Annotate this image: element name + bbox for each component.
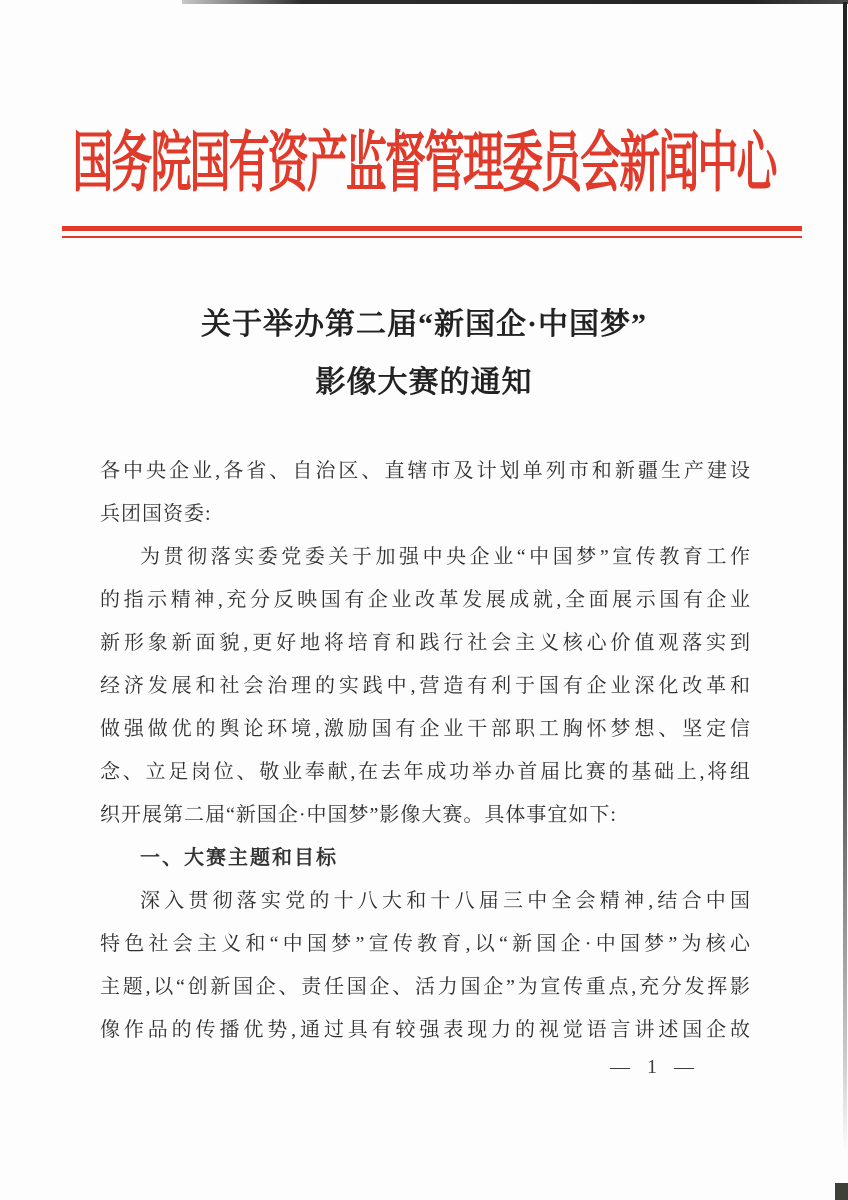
text-line: 经济发展和社会治理的实践中,营造有利于国有企业深化改革和	[100, 675, 750, 697]
document-title	[0, 296, 848, 412]
salutation	[100, 450, 750, 536]
text-line: 新形象新面貌,更好地将培育和践行社会主义核心价值观落实到	[100, 632, 750, 654]
scan-corner-artifact	[835, 1183, 848, 1200]
letterhead-org-name: 国务院国有资产监督管理委员会新闻中心	[72, 126, 776, 200]
para-intro	[100, 536, 750, 837]
text-line: 像作品的传播优势,通过具有较强表现力的视觉语言讲述国企故	[100, 1019, 750, 1041]
text-line: 做强做优的舆论环境,激励国有企业干部职工胸怀梦想、坚定信	[100, 718, 750, 740]
scan-edge-top-artifact	[182, 0, 848, 4]
document-title-line1: 关于举办第二届“新国企·中国梦”	[200, 308, 647, 341]
scan-edge-right-artifact	[843, 2, 847, 1152]
document-title-line2: 影像大赛的通知	[315, 366, 533, 399]
page-number: — 1 —	[610, 1056, 700, 1078]
text-line: 为贯彻落实委党委关于加强中央企业“中国梦”宣传教育工作	[140, 546, 750, 568]
text-line: 各中央企业,各省、自治区、直辖市及计划单列市和新疆生产建设	[100, 460, 750, 482]
text-line: 兵团国资委:	[100, 503, 212, 525]
section-heading	[100, 837, 750, 880]
text-line: 主题,以“创新国企、责任国企、活力国企”为宣传重点,充分发挥影	[100, 976, 750, 998]
text-line: 织开展第二届“新国企·中国梦”影像大赛。具体事宜如下:	[100, 804, 617, 826]
text-line: 特色社会主义和“中国梦”宣传教育,以“新国企·中国梦”为核心	[100, 933, 750, 955]
para-theme	[100, 880, 750, 1052]
text-line: 的指示精神,充分反映国有企业改革发展成就,全面展示国有企业	[100, 589, 750, 611]
text-line: 一、大赛主题和目标	[140, 847, 338, 869]
document-body	[100, 450, 750, 1052]
text-line: 深入贯彻落实党的十八大和十八届三中全会精神,结合中国	[140, 890, 750, 912]
letterhead-divider-rule	[62, 226, 802, 238]
text-line: 念、立足岗位、敬业奉献,在去年成功举办首届比赛的基础上,将组	[100, 761, 750, 783]
